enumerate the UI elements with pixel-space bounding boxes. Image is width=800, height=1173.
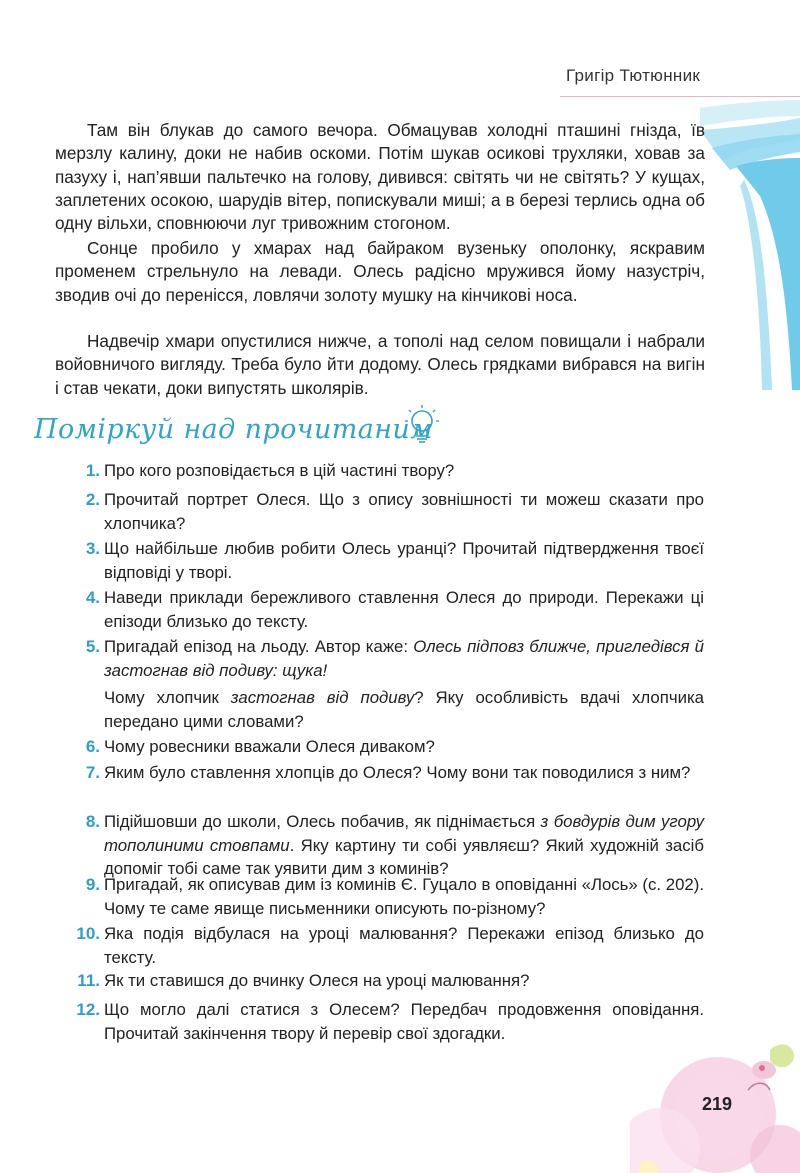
- question-number: 6.: [85, 737, 100, 756]
- ribbon-decoration-icon: [700, 100, 800, 390]
- question-number: 7.: [85, 763, 100, 782]
- question-number: 12.: [76, 1000, 100, 1019]
- quotation-italic: Олесь підповз ближче, пригледівся й застогнав від подиву: щука!: [104, 637, 704, 680]
- question-text: Як ти ставишся до вчинку Олеся на уроці малювання?: [104, 971, 530, 990]
- question-text: Наведи приклади бережливого ставлення Олеся до природи. Перекажи ці епізоди близько до тексту.: [104, 588, 704, 631]
- question-text: [104, 810, 704, 881]
- question-text: Про кого розповідається в цій частині твору?: [104, 461, 455, 480]
- question-number: 1.: [85, 461, 100, 480]
- question-text: Що найбільше любив робити Олесь уранці? Прочитай підтвердження твоєї відповіді у творі.: [104, 539, 704, 582]
- page-number: 219: [701, 1094, 733, 1114]
- section-heading: Поміркуй над прочитаним: [34, 414, 434, 445]
- question-text: [104, 635, 704, 682]
- question-text: [104, 686, 704, 733]
- question-number: 8.: [85, 812, 100, 831]
- question-text: Пригадай, як описував дим із коминів Є. Гуцало в оповіданні «Лось» (с. 202). Чому те саме явище письменники описують по-різному?: [104, 875, 704, 918]
- question-number: 9.: [85, 875, 100, 894]
- question-text-part: Підійшовши до школи, Олесь побачив, як піднімається: [104, 812, 541, 831]
- question-text-part: Пригадай епізод на льоду. Автор каже:: [104, 637, 414, 656]
- story-paragraph: Надвечір хмари опустилися нижче, а тополі над селом повищали і набрали войовничого вигляду. Треба було йти додому. Олесь грядками вибрався на вигін і став чекати, доки випустять школярів.: [55, 331, 705, 398]
- question-text: Прочитай портрет Олеся. Що з опису зовнішності ти можеш сказати про хлопчика?: [104, 490, 704, 533]
- question-text: Що могло далі статися з Олесем? Передбач продовження оповідання. Прочитай закінчення твору й перевір свої здогадки.: [104, 1000, 704, 1043]
- question-number: 2.: [85, 490, 100, 509]
- question-number: 4.: [85, 588, 100, 607]
- question-number: 5.: [85, 637, 100, 656]
- question-number: 11.: [77, 971, 100, 990]
- question-text: Яка подія відбулася на уроці малювання? Перекажи епізод близько до тексту.: [104, 924, 704, 967]
- question-text-part: . Яку картину ти собі уявляєш? Який художній засіб допоміг тобі саме так уявити дим з коминів?: [104, 835, 704, 878]
- question-text-part: Чому хлопчик: [104, 688, 231, 707]
- story-paragraph: Сонце пробило у хмарах над байраком вузеньку ополонку, яскравим променем стрельнуло на левади. Олесь радісно мружився йому назустріч, зводив очі до перенісся, ловлячи золоту мушку на кінчикові носа.: [55, 238, 705, 305]
- quotation-italic: застогнав від подиву: [230, 688, 415, 707]
- quotation-italic: з бовдурів дим угору тополиними стовпами: [104, 812, 704, 855]
- question-number: 3.: [85, 539, 100, 558]
- question-text: Чому ровесники вважали Олеся диваком?: [104, 737, 435, 756]
- question-text: Яким було ставлення хлопців до Олеся? Чому вони так поводилися з ним?: [104, 763, 691, 782]
- header-divider: [560, 96, 800, 97]
- author-name: Григір Тютюнник: [566, 66, 701, 85]
- question-text-part: ? Яку особливість вдачі хлопчика передано цими словами?: [104, 688, 704, 731]
- question-number: 10.: [76, 924, 100, 943]
- running-header: [560, 62, 800, 94]
- story-paragraph: Там він блукав до самого вечора. Обмацував холодні пташині гнізда, їв мерзлу калину, доки не набив оскоми. Потім шукав осикові трухляки, ховав за пазуху і, нап’явши пальтечко на голову, дивився: світять чи не світять? У кущах, заплетених осокою, шарудів вітер, попискували миші; а в березі терлись одна об одну вільхи, сповнюючи луг тривожним стогоном.: [55, 120, 705, 234]
- lightbulb-icon: [405, 405, 439, 447]
